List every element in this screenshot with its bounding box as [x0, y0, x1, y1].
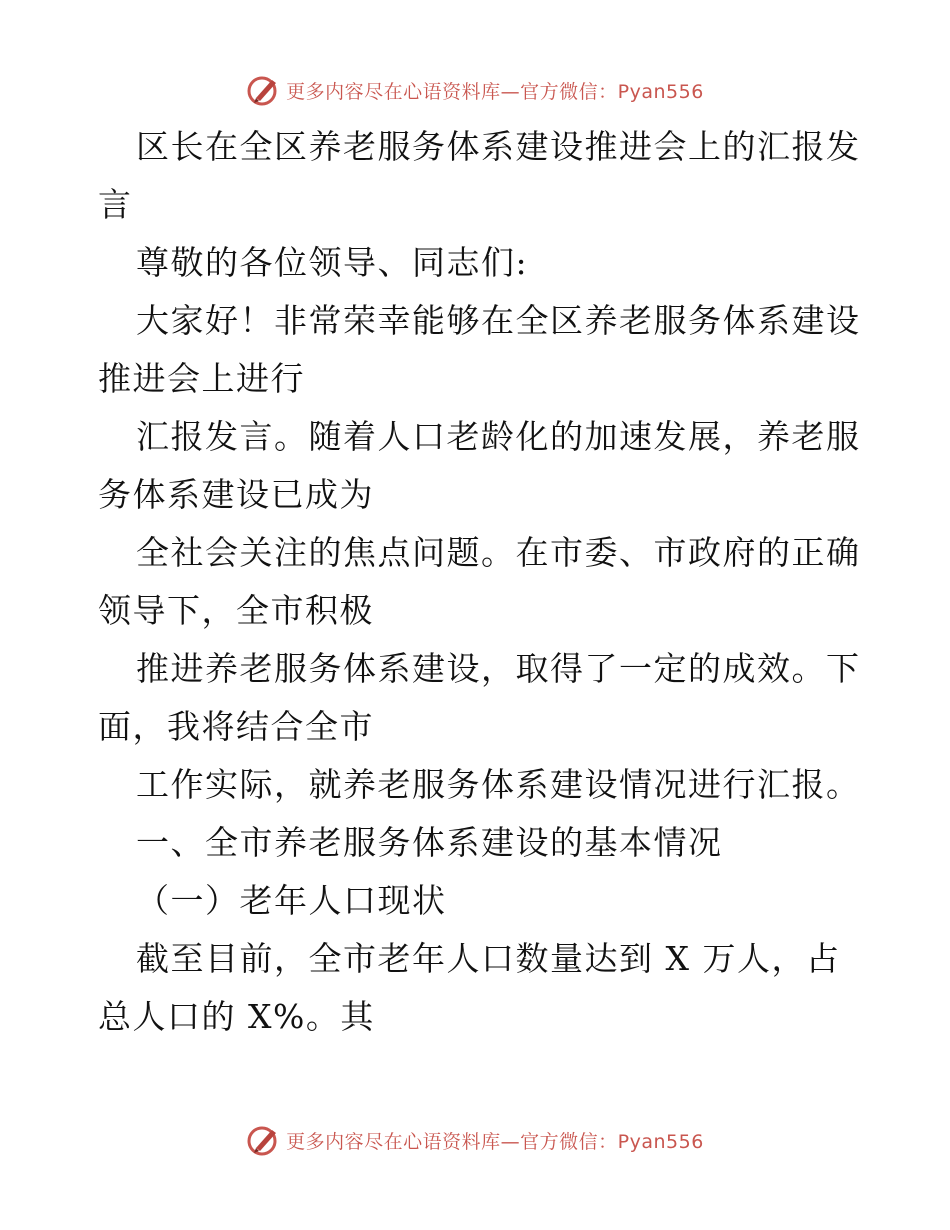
document-body: [98, 118, 861, 1046]
section-heading: 一、全市养老服务体系建设的基本情况: [136, 823, 723, 862]
doc-line: 言: [98, 185, 133, 224]
subsection-heading: （一）老年人口现状: [136, 881, 447, 920]
doc-line: 汇报发言。随着人口老龄化的加速发展，养老服: [136, 417, 861, 456]
footer-watermark: [0, 1120, 950, 1160]
doc-line: 务体系建设已成为: [98, 475, 374, 514]
doc-line: 总人口的 X%。其: [98, 997, 375, 1036]
doc-line: 领导下，全市积极: [98, 591, 374, 630]
pen-in-circle-icon: [246, 1122, 282, 1158]
doc-line: 全社会关注的焦点问题。在市委、市政府的正确: [136, 533, 861, 572]
doc-line: 尊敬的各位领导、同志们:: [136, 243, 529, 282]
pen-in-circle-icon: [246, 72, 282, 108]
doc-line: 推进养老服务体系建设，取得了一定的成效。下: [136, 649, 861, 688]
header-watermark: [0, 70, 950, 110]
doc-line: 工作实际，就养老服务体系建设情况进行汇报。: [136, 765, 861, 804]
doc-line: 截至目前，全市老年人口数量达到 X 万人，占: [136, 939, 841, 978]
doc-line: 推进会上进行: [98, 359, 305, 398]
watermark-text: 更多内容尽在心语资料库—官方微信：Pyan556: [286, 80, 704, 103]
watermark-text: 更多内容尽在心语资料库—官方微信：Pyan556: [286, 1130, 704, 1153]
doc-line: 面，我将结合全市: [98, 707, 374, 746]
doc-line: 区长在全区养老服务体系建设推进会上的汇报发: [136, 127, 861, 166]
doc-line: 大家好！非常荣幸能够在全区养老服务体系建设: [136, 301, 861, 340]
